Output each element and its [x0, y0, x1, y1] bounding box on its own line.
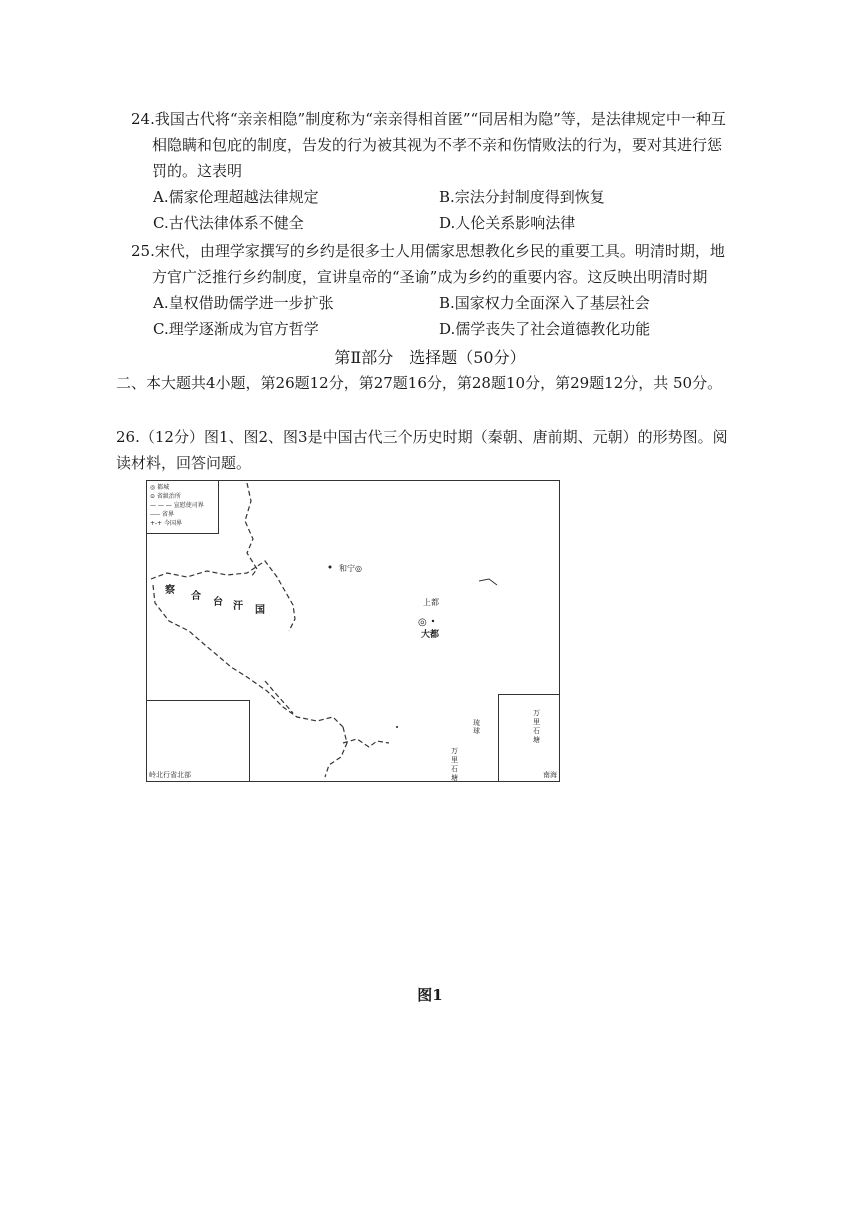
inset-wanli-shitang-label: 万里石塘: [533, 709, 540, 744]
legend-national-boundary: +-+ 今国界: [150, 520, 182, 527]
khanate-char-1: 察: [165, 585, 175, 596]
khanate-char-2: 合: [191, 591, 201, 602]
khanate-char-3: 台: [213, 597, 223, 608]
inset-south-sea: [498, 694, 559, 781]
part-2-heading: 第Ⅱ部分 选择题（50分）: [334, 348, 526, 367]
option-b: B.国家权力全面深入了基层社会: [439, 294, 650, 312]
legend-capital: ◎ 都城: [150, 484, 170, 491]
question-25: [131, 238, 731, 342]
yuan-dynasty-map: [146, 480, 560, 782]
option-d: D.儒学丧失了社会道德教化功能: [439, 320, 651, 338]
question-24-options: [131, 184, 731, 236]
dadu-label: ◎: [418, 617, 427, 628]
shangdu-label: 上都: [423, 598, 439, 607]
map-legend: [147, 481, 219, 534]
khanate-char-4: 汗: [233, 601, 243, 612]
option-c: C.古代法律体系不健全: [153, 214, 304, 232]
legend-pacification-boundary: — — — 宣慰使司界: [150, 502, 204, 509]
helin-label: 和宁◎: [339, 564, 362, 573]
figure-caption: 图1: [417, 986, 443, 1004]
question-25-options: [131, 290, 731, 342]
wanli-shitang-label: 万里石塘: [451, 747, 458, 782]
part-2-instructions: 二、本大题共4小题，第26题12分，第27题16分，第28题10分，第29题12分，共 50分。: [116, 374, 723, 392]
option-d: D.人伦关系影响法律: [439, 214, 576, 232]
question-24-stem: 24.我国古代将“亲亲相隐”制度称为“亲亲得相首匿”“同居相为隐”等，是法律规定中一种互相隐瞒和包庇的制度，告发的行为被其视为不孝不亲和伤情败法的行为，要对其进行惩罚的。这表明: [131, 110, 726, 180]
question-25-stem: 25.宋代，由理学家撰写的乡约是很多士人用儒家思想教化乡民的重要工具。明清时期，地方官广泛推行乡约制度，宣讲皇帝的“圣谕”成为乡约的重要内容。这反映出明清时期: [131, 242, 725, 286]
inset-lingbei-north: [147, 700, 250, 781]
khanate-char-5: 国: [255, 605, 265, 616]
inset-right-label: 南海: [543, 771, 557, 779]
option-c: C.理学逐渐成为官方哲学: [153, 320, 319, 338]
liuqiu-label: 琉球: [473, 719, 480, 735]
option-b: B.宗法分封制度得到恢复: [439, 188, 605, 206]
option-a: A.皇权借助儒学进一步扩张: [153, 294, 334, 312]
question-24: [131, 106, 731, 236]
option-a: A.儒家伦理超越法律规定: [153, 188, 319, 206]
inset-left-label: 岭北行省北部: [149, 771, 191, 779]
legend-province-boundary: ----- 省界: [150, 511, 175, 518]
question-26-stem: 26.（12分）图1、图2、图3是中国古代三个历史时期（秦朝、唐前期、元朝）的形势图。阅读材料，回答问题。: [116, 428, 728, 472]
legend-provincial-seat: ⊙ 省級治所: [150, 493, 181, 500]
dadu-label: 大都: [421, 630, 440, 640]
